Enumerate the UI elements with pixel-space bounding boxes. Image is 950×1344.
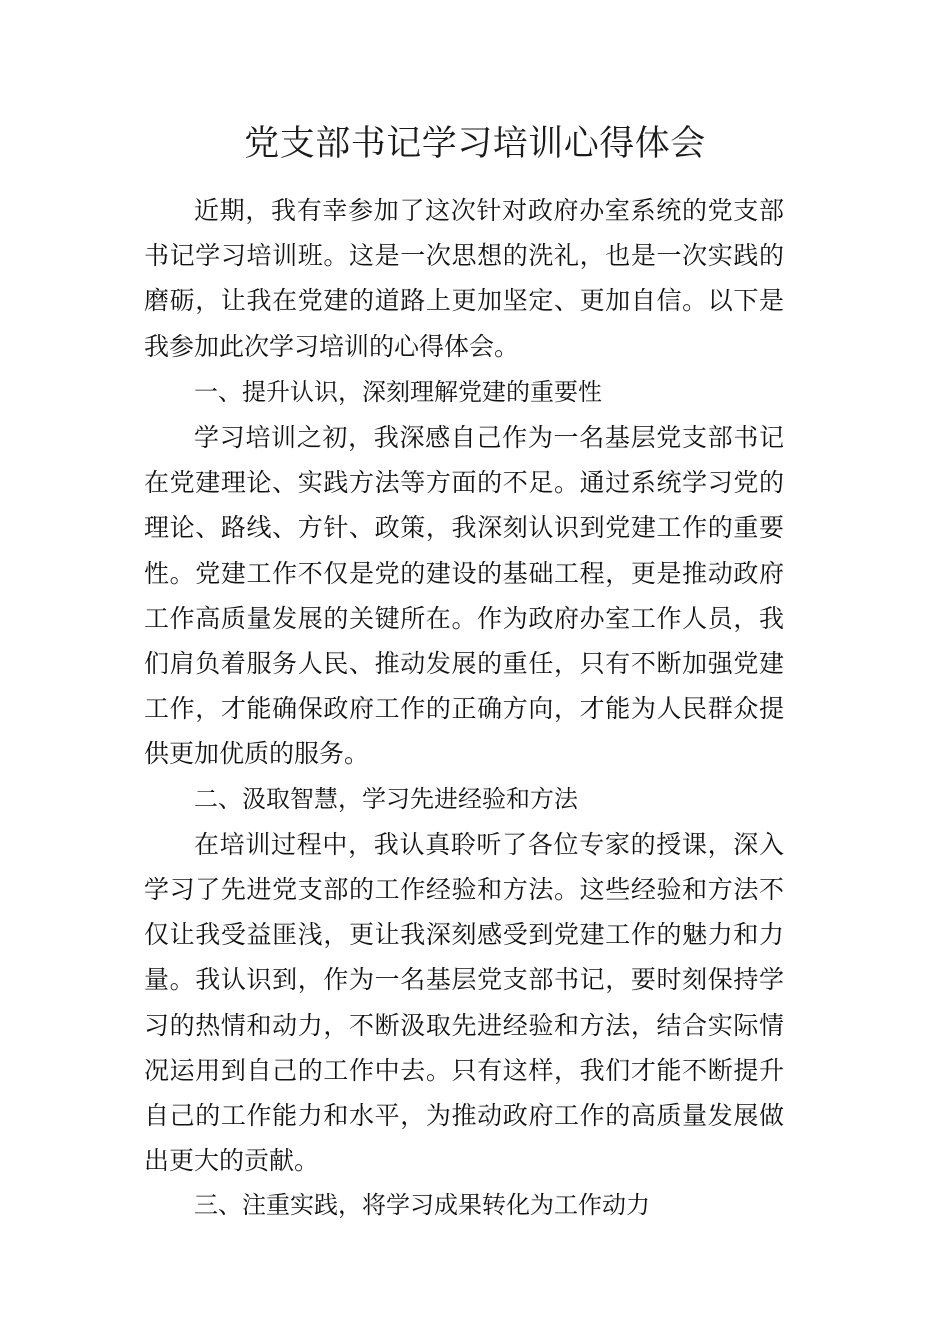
section-heading-3: 三、注重实践，将学习成果转化为工作动力 (194, 1191, 650, 1220)
section-1-paragraph: 学习培训之初，我深感自己作为一名基层党支部书记在党建理论、实践方法等方面的不足。通过系统学习党的理论、路线、方针、政策，我深刻认识到党建工作的重要性。党建工作不仅是党的建设的基础工程，更是推动政府工作高质量发展的关键所在。作为政府办室工作人员，我们肩负着服务人民、推动发展的重任，只有不断加强党建工作，才能确保政府工作的正确方向，才能为人民群众提供更加优质的服务。 (144, 423, 784, 769)
section-heading-1: 一、提升认识，深刻理解党建的重要性 (194, 377, 602, 406)
section-2-paragraph: 在培训过程中，我认真聆听了各位专家的授课，深入学习了先进党支部的工作经验和方法。这些经验和方法不仅让我受益匪浅，更让我深刻感受到党建工作的魅力和力量。我认识到，作为一名基层党支部书记，要时刻保持学习的热情和动力，不断汲取先进经验和方法，结合实际情况运用到自己的工作中去。只有这样，我们才能不断提升自己的工作能力和水平，为推动政府工作的高质量发展做出更大的贡献。 (144, 829, 784, 1176)
document-body (144, 188, 784, 1229)
intro-paragraph: 近期，我有幸参加了这次针对政府办室系统的党支部书记学习培训班。这是一次思想的洗礼，也是一次实践的磨砺，让我在党建的道路上更加坚定、更加自信。以下是我参加此次学习培训的心得体会。 (144, 196, 784, 361)
document-title: 党支部书记学习培训心得体会 (244, 124, 706, 164)
section-heading-2: 二、汲取智慧，学习先进经验和方法 (194, 784, 578, 813)
